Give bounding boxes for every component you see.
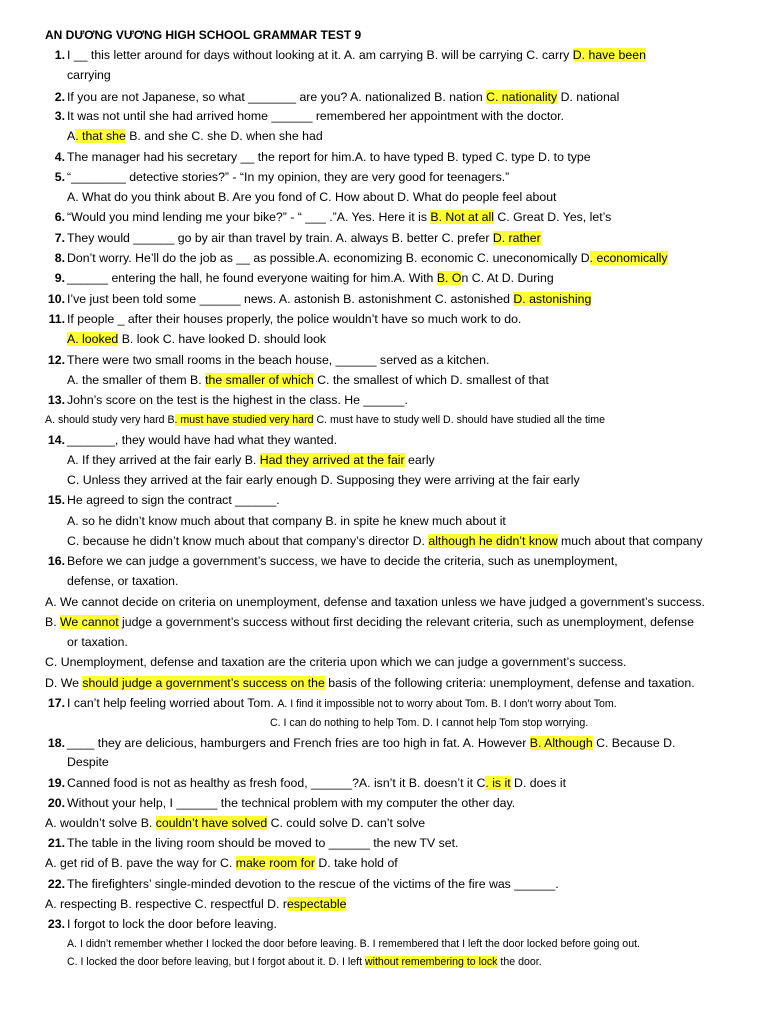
question-number: 23. [47,917,65,931]
text-segment: It was not until she had arrived home ______ remembered her appointment with the doctor. [67,109,564,123]
text-segment: C. because he didn’t know much about that company’s director D. [67,534,429,548]
text-segment: There were two small rooms in the beach house, ______ served as a kitchen. [67,353,490,367]
text-segment: “________ detective stories?” - “In my opinion, they are very good for teenagers.” [67,170,510,184]
highlighted-answer: A. looked [67,332,119,346]
answer-options-line [67,755,109,770]
question-number: 7. [54,231,65,245]
answer-options-line [67,68,111,83]
question-line [67,150,591,165]
answer-options-line [45,655,626,670]
question-number: 22. [47,877,65,891]
text-segment: basis of the following criteria: unemployment, defense and taxation. [324,676,695,690]
question-line [67,210,611,225]
text-segment: Without your help, I ______ the technical problem with my computer the other day. [67,796,516,810]
question-line [67,796,515,811]
question-line [67,48,646,63]
text-segment: A. wouldn’t solve B. [45,816,156,830]
question-number: 19. [47,776,65,790]
answer-options-line [45,676,695,691]
question-line [67,696,617,712]
text-segment: I forgot to lock the door before leaving. [67,917,277,931]
question-line [67,554,618,569]
answer-options-line [45,595,705,610]
page-title: AN DƯƠNG VƯƠNG HIGH SCHOOL GRAMMAR TEST 9 [45,28,362,42]
question-line [67,736,675,751]
answer-options-line [67,453,435,468]
question-line [67,836,458,851]
question-number: 2. [54,90,65,104]
text-segment: C. could solve D. can’t solve [267,816,426,830]
question-line [67,109,564,124]
highlighted-answer: without remembering to lock [364,956,498,968]
question-line [67,251,668,266]
text-segment: A. so he didn’t know much about that company B. in spite he knew much about it [67,514,506,528]
question-line [67,90,619,105]
text-segment: John’s score on the test is the highest in the class. He ______. [67,393,408,407]
question-number: 21. [47,836,65,850]
answer-options-line [67,937,640,952]
text-segment: If people _ after their houses properly, the police wouldn’t have so much work to do. [67,312,522,326]
question-line [67,776,566,791]
question-number: 6. [54,210,65,224]
text-segment: A. I find it impossible not to worry about Tom. B. I don’t worry about Tom. [277,698,617,710]
question-number: 12. [47,353,65,367]
highlighted-answer: B. Although [529,736,593,750]
highlighted-answer: . is it [485,776,511,790]
text-segment: “Would you mind lending me your bike?” - “ ___ .”A. Yes. Here it is [67,210,431,224]
question-line [67,433,337,448]
text-segment: C. Unemployment, defense and taxation are the criteria upon which we can judge a government’s success. [45,655,627,669]
highlighted-answer: D. have been [572,48,646,62]
text-segment: C. Great D. Yes, let’s [493,210,612,224]
text-segment: A. respecting B. respective C. respectful D. r [45,897,287,911]
text-segment: I can’t help feeling worried about Tom. [67,696,278,710]
text-segment: If you are not Japanese, so what _______ are you? A. nationalized B. nation [67,90,487,104]
text-segment: or taxation. [67,635,128,649]
text-segment: C. I locked the door before leaving, but I forgot about it. D. I left [67,956,365,968]
highlighted-answer: espectable [286,897,347,911]
question-number: 9. [54,271,65,285]
question-number: 14. [47,433,65,447]
text-segment: I __ this letter around for days without looking at it. A. am carrying B. will be carrying C. carry [67,48,573,62]
highlighted-answer: We cannot [60,615,119,629]
text-segment: C. Because D. [592,736,676,750]
question-number: 17. [47,696,65,710]
answer-options-line [67,373,549,388]
answer-options-line [67,635,128,650]
question-number: 5. [54,170,65,184]
text-segment: B. [45,615,61,629]
question-line [67,292,591,307]
answer-options-line [67,574,178,589]
highlighted-answer: should judge a government’s success on the [82,676,325,690]
text-segment: A. the smaller of them B. [67,373,206,387]
question-line [67,170,509,185]
text-segment: much about that company [557,534,703,548]
text-segment: defense, or taxation. [67,574,179,588]
question-line [67,393,408,408]
answer-options-line [45,856,398,871]
answer-options-line [270,716,588,731]
answer-options-line [45,816,425,831]
text-segment: Canned food is not as healthy as fresh food, ______?A. isn’t it B. doesn’t it C [67,776,486,790]
question-line [67,312,521,327]
highlighted-answer: the smaller of which [205,373,314,387]
highlighted-answer: although he didn’t know [428,534,558,548]
question-number: 13. [47,393,65,407]
question-number: 4. [54,150,65,164]
question-line [67,877,559,892]
text-segment: C. Unless they arrived at the fair early enough D. Supposing they were arriving at the fair early [67,473,580,487]
text-segment: C. must have to study well D. should have studied all the time [313,414,605,426]
answer-options-line [45,897,346,912]
highlighted-answer: couldn’t have solved [155,816,268,830]
text-segment: n C. At D. During [461,271,554,285]
answer-options-line [67,129,323,144]
text-segment: The firefighters’ single-minded devotion to the rescue of the victims of the fire was ______. [67,877,559,891]
question-number: 8. [54,251,65,265]
text-segment: Despite [67,755,109,769]
highlighted-answer: B. O [436,271,462,285]
text-segment: A. I didn’t remember whether I locked the door before leaving. B. I remembered that I left the door locked before going out. [67,938,640,950]
question-line [67,231,541,246]
text-segment: carrying [67,68,111,82]
question-number: 10. [47,292,65,306]
question-number: 11. [48,312,65,326]
highlighted-answer: . must have studied very hard [174,414,314,426]
answer-options-line [67,332,326,347]
text-segment: A. get rid of B. pave the way for C. [45,856,236,870]
text-segment: A. What do you think about B. Are you fond of C. How about D. What do people feel about [67,190,557,204]
text-segment: the door. [497,956,542,968]
text-segment: He agreed to sign the contract ______. [67,493,280,507]
question-number: 1. [54,48,65,62]
text-segment: The table in the living room should be moved to ______ the new TV set. [67,836,459,850]
question-line [67,493,280,508]
question-number: 18. [47,736,65,750]
highlighted-answer: . that she [75,129,126,143]
text-segment: D. national [557,90,620,104]
answer-options-line [45,615,694,630]
question-number: 3. [54,109,65,123]
text-segment: C. the smallest of which D. smallest of that [313,373,549,387]
question-number: 15. [47,493,65,507]
question-number: 20. [47,796,65,810]
highlighted-answer: C. nationality [486,90,558,104]
text-segment: ____ they are delicious, hamburgers and French fries are too high in fat. A. However [67,736,530,750]
text-segment: D. We [45,676,83,690]
answer-options-line [67,534,703,549]
text-segment: B. and she C. she D. when she had [125,129,323,143]
text-segment: ______ entering the hall, he found everyone waiting for him.A. With [67,271,437,285]
text-segment: Don’t worry. He’ll do the job as __ as possible.A. economizing B. economic C. uneconomically D [67,251,590,265]
question-number: 16. [47,554,65,568]
text-segment: B. look C. have looked D. should look [118,332,327,346]
text-segment: The manager had his secretary __ the report for him.A. to have typed B. typed C. type D. to type [67,150,591,164]
text-segment: _______, they would have had what they wanted. [67,433,338,447]
text-segment: early [404,453,435,467]
answer-options-line [67,514,506,529]
highlighted-answer: D. astonishing [513,292,592,306]
highlighted-answer: D. rather [492,231,541,245]
answer-options-line [67,955,542,970]
text-segment: A. If they arrived at the fair early B. [67,453,260,467]
text-segment: D. does it [510,776,567,790]
text-segment: A [67,129,76,143]
highlighted-answer: make room for [235,856,315,870]
text-segment: judge a government’s success without first deciding the relevant criteria, such as unemployment, defense [118,615,694,629]
question-line [67,353,489,368]
highlighted-answer: B. Not at all [430,210,494,224]
text-segment: D. take hold of [314,856,398,870]
highlighted-answer: Had they arrived at the fair [259,453,405,467]
highlighted-answer: . economically [589,251,668,265]
text-segment: Before we can judge a government’s success, we have to decide the criteria, such as unemployment, [67,554,618,568]
text-segment: I’ve just been told some ______ news. A. astonish B. astonishment C. astonished [67,292,514,306]
answer-options-line [45,413,605,428]
text-segment: They would ______ go by air than travel by train. A. always B. better C. prefer [67,231,493,245]
answer-options-line [67,190,556,205]
question-line [67,917,277,932]
answer-options-line [67,473,580,488]
text-segment: C. I can do nothing to help Tom. D. I cannot help Tom stop worrying. [270,717,589,729]
text-segment: A. should study very hard B [45,414,175,426]
question-line [67,271,554,286]
text-segment: A. We cannot decide on criteria on unemployment, defense and taxation unless we have judged a government’s success. [45,595,705,609]
